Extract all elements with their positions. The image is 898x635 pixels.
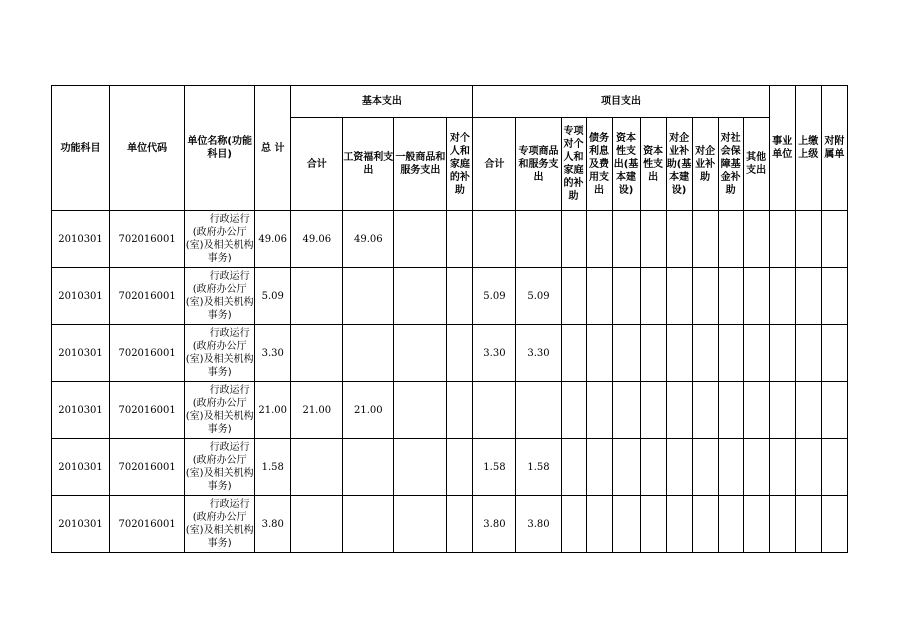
header-social-security: 对社会保障基金补助 <box>718 118 743 211</box>
header-personal-subsidy: 对个人和家庭的补助 <box>447 118 473 211</box>
empty-cell <box>561 382 586 439</box>
empty-cell <box>743 268 769 325</box>
empty-cell <box>666 268 692 325</box>
empty-cell <box>586 268 612 325</box>
goods-cell <box>394 268 447 325</box>
wages-cell <box>343 268 394 325</box>
empty-cell <box>612 382 640 439</box>
basic-total-cell <box>291 325 343 382</box>
header-project-total: 合计 <box>473 118 516 211</box>
goods-cell <box>394 211 447 268</box>
empty-cell <box>718 211 743 268</box>
goods-cell <box>394 496 447 553</box>
unit-name-cell: 行政运行(政府办公厅(室)及相关机构事务) <box>185 325 255 382</box>
subject-cell: 2010301 <box>52 325 110 382</box>
unit-code-cell: 702016001 <box>110 496 185 553</box>
empty-cell <box>666 211 692 268</box>
empty-cell <box>561 325 586 382</box>
header-total: 总 计 <box>255 86 291 211</box>
unit-name-cell: 行政运行(政府办公厅(室)及相关机构事务) <box>185 268 255 325</box>
personal-cell <box>447 211 473 268</box>
empty-cell <box>769 268 795 325</box>
basic-total-cell <box>291 439 343 496</box>
empty-cell <box>612 325 640 382</box>
unit-name-cell: 行政运行(政府办公厅(室)及相关机构事务) <box>185 496 255 553</box>
header-special-personal: 专项对个人和家庭的补助 <box>561 118 586 211</box>
wages-cell: 49.06 <box>343 211 394 268</box>
empty-cell <box>692 382 718 439</box>
empty-cell <box>795 439 821 496</box>
unit-code-cell: 702016001 <box>110 325 185 382</box>
empty-cell <box>743 496 769 553</box>
unit-code-cell: 702016001 <box>110 211 185 268</box>
total-cell: 3.80 <box>255 496 291 553</box>
empty-cell <box>718 325 743 382</box>
unit-code-cell: 702016001 <box>110 268 185 325</box>
empty-cell <box>640 325 666 382</box>
empty-cell <box>612 211 640 268</box>
empty-cell <box>718 268 743 325</box>
empty-cell <box>692 211 718 268</box>
header-wages: 工资福利支出 <box>343 118 394 211</box>
empty-cell <box>586 325 612 382</box>
empty-cell <box>692 268 718 325</box>
wages-cell <box>343 439 394 496</box>
header-enterprise-construction: 对企业补助(基本建设) <box>666 118 692 211</box>
subject-cell: 2010301 <box>52 496 110 553</box>
empty-cell <box>821 439 847 496</box>
project-total-cell: 3.30 <box>473 325 516 382</box>
empty-cell <box>769 382 795 439</box>
empty-cell <box>795 496 821 553</box>
table-row <box>52 496 848 553</box>
empty-cell <box>769 439 795 496</box>
empty-cell <box>769 325 795 382</box>
empty-cell <box>640 268 666 325</box>
total-cell: 1.58 <box>255 439 291 496</box>
basic-total-cell <box>291 496 343 553</box>
empty-cell <box>561 211 586 268</box>
total-cell: 3.30 <box>255 325 291 382</box>
table-row <box>52 382 848 439</box>
project-total-cell <box>473 382 516 439</box>
basic-total-cell <box>291 268 343 325</box>
header-debt-interest: 债务利息及费用支出 <box>586 118 612 211</box>
empty-cell <box>743 211 769 268</box>
empty-cell <box>743 325 769 382</box>
empty-cell <box>795 211 821 268</box>
header-capital: 资本性支出 <box>640 118 666 211</box>
empty-cell <box>612 268 640 325</box>
wages-cell <box>343 325 394 382</box>
empty-cell <box>640 496 666 553</box>
project-total-cell: 1.58 <box>473 439 516 496</box>
empty-cell <box>821 325 847 382</box>
basic-total-cell: 49.06 <box>291 211 343 268</box>
table-row <box>52 325 848 382</box>
empty-cell <box>612 496 640 553</box>
empty-cell <box>821 268 847 325</box>
empty-cell <box>640 382 666 439</box>
subject-cell: 2010301 <box>52 211 110 268</box>
header-capital-construction: 资本性支出(基本建设) <box>612 118 640 211</box>
table-row <box>52 211 848 268</box>
project-total-cell <box>473 211 516 268</box>
wages-cell: 21.00 <box>343 382 394 439</box>
header-basic-expenditure: 基本支出 <box>291 86 473 118</box>
empty-cell <box>743 439 769 496</box>
header-affiliated-unit: 对附属单 <box>821 86 847 211</box>
header-enterprise-subsidy: 对企业补助 <box>692 118 718 211</box>
empty-cell <box>769 496 795 553</box>
goods-cell <box>394 325 447 382</box>
empty-cell <box>561 496 586 553</box>
empty-cell <box>718 382 743 439</box>
empty-cell <box>666 496 692 553</box>
header-unit-code: 单位代码 <box>110 86 185 211</box>
total-cell: 49.06 <box>255 211 291 268</box>
project-total-cell: 5.09 <box>473 268 516 325</box>
empty-cell <box>666 325 692 382</box>
project-goods-cell <box>516 211 561 268</box>
subject-cell: 2010301 <box>52 382 110 439</box>
unit-code-cell: 702016001 <box>110 439 185 496</box>
goods-cell <box>394 439 447 496</box>
empty-cell <box>718 439 743 496</box>
personal-cell <box>447 496 473 553</box>
empty-cell <box>795 382 821 439</box>
project-total-cell: 3.80 <box>473 496 516 553</box>
project-goods-cell: 3.30 <box>516 325 561 382</box>
empty-cell <box>692 496 718 553</box>
empty-cell <box>561 268 586 325</box>
empty-cell <box>666 382 692 439</box>
personal-cell <box>447 382 473 439</box>
empty-cell <box>612 439 640 496</box>
empty-cell <box>586 382 612 439</box>
empty-cell <box>640 211 666 268</box>
empty-cell <box>561 439 586 496</box>
header-unit-name: 单位名称(功能科目) <box>185 86 255 211</box>
total-cell: 5.09 <box>255 268 291 325</box>
header-basic-total: 合计 <box>291 118 343 211</box>
empty-cell <box>586 211 612 268</box>
total-cell: 21.00 <box>255 382 291 439</box>
header-other: 其他支出 <box>743 118 769 211</box>
project-goods-cell: 3.80 <box>516 496 561 553</box>
empty-cell <box>666 439 692 496</box>
unit-name-cell: 行政运行(政府办公厅(室)及相关机构事务) <box>185 382 255 439</box>
unit-code-cell: 702016001 <box>110 382 185 439</box>
personal-cell <box>447 325 473 382</box>
header-goods-services: 一般商品和服务支出 <box>394 118 447 211</box>
subject-cell: 2010301 <box>52 268 110 325</box>
project-goods-cell: 5.09 <box>516 268 561 325</box>
subject-cell: 2010301 <box>52 439 110 496</box>
empty-cell <box>821 382 847 439</box>
project-goods-cell: 1.58 <box>516 439 561 496</box>
empty-cell <box>821 211 847 268</box>
unit-name-cell: 行政运行(政府办公厅(室)及相关机构事务) <box>185 439 255 496</box>
header-project-expenditure: 项目支出 <box>473 86 769 118</box>
empty-cell <box>586 439 612 496</box>
empty-cell <box>692 439 718 496</box>
personal-cell <box>447 268 473 325</box>
empty-cell <box>795 268 821 325</box>
header-upper-level: 上缴上级 <box>795 86 821 211</box>
basic-total-cell: 21.00 <box>291 382 343 439</box>
header-institution-unit: 事业单位 <box>769 86 795 211</box>
table-row <box>52 268 848 325</box>
personal-cell <box>447 439 473 496</box>
header-special-goods: 专项商品和服务支出 <box>516 118 561 211</box>
empty-cell <box>586 496 612 553</box>
empty-cell <box>821 496 847 553</box>
empty-cell <box>718 496 743 553</box>
goods-cell <box>394 382 447 439</box>
empty-cell <box>743 382 769 439</box>
empty-cell <box>795 325 821 382</box>
header-function-subject: 功能科目 <box>52 86 110 211</box>
empty-cell <box>692 325 718 382</box>
unit-name-cell: 行政运行(政府办公厅(室)及相关机构事务) <box>185 211 255 268</box>
table-row <box>52 439 848 496</box>
wages-cell <box>343 496 394 553</box>
empty-cell <box>769 211 795 268</box>
project-goods-cell <box>516 382 561 439</box>
empty-cell <box>640 439 666 496</box>
expenditure-table <box>51 85 848 553</box>
